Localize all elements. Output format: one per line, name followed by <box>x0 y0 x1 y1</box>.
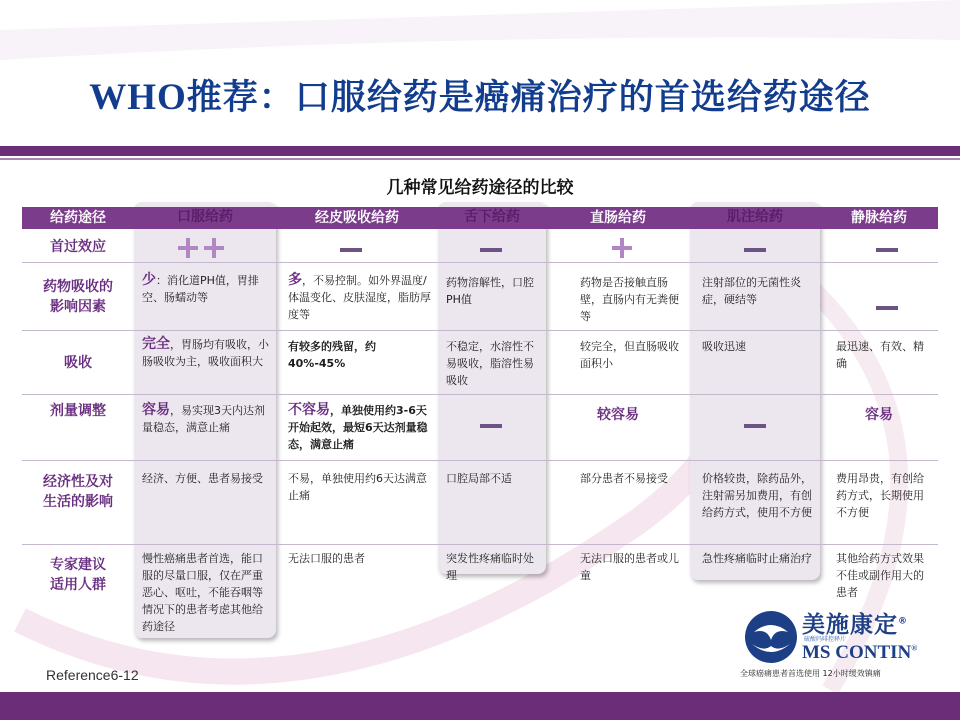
footer-band <box>0 692 960 720</box>
brand-slogan: 全球癌痛患者首选使用 12小时缓效镇痛 <box>740 669 881 678</box>
cell-absorption-rectal: 较完全，但直肠吸收面积小 <box>580 340 679 370</box>
cell-economy-rectal: 部分患者不易接受 <box>580 472 668 485</box>
cell-expert-rectal: 无法口服的患者或儿童 <box>580 552 679 582</box>
minus-mark-dose-intramuscular <box>744 424 766 428</box>
brand-name-cn: 美施康定® <box>802 612 908 638</box>
cell-absorption-intramuscular: 吸收迅速 <box>702 340 746 353</box>
cell-dose-transdermal: 不容易，单独使用约3-6天开始起效，最短6天达剂量稳态，满意止痛 <box>288 402 428 451</box>
cell-absorption-factors-oral: 少：消化道PH值，胃排空、肠蠕动等 <box>142 272 259 304</box>
cell-absorption-factors-transdermal: 多，不易控制。如外界温度/体温变化、皮肤湿度，脂肪厚度等 <box>288 272 431 321</box>
ms-contin-logo <box>740 606 952 686</box>
cell-absorption-sublingual: 不稳定，水溶性不易吸收，脂溶性易吸收 <box>446 340 534 387</box>
row-label-dose: 剂量调整 <box>50 403 106 419</box>
row-label-absorption: 吸收 <box>64 355 92 371</box>
header-rectal: 直肠给药 <box>590 210 646 226</box>
cell-expert-sublingual: 突发性疼痛临时处理 <box>446 552 534 582</box>
minus-mark-absorption-factors-intravenous <box>876 306 898 310</box>
header-sublingual: 舌下给药 <box>464 209 520 225</box>
brand-name-en: MS CONTIN® <box>802 642 918 663</box>
cell-absorption-factors-sublingual: 药物溶解性，口腔PH值 <box>446 276 534 306</box>
title-divider-band <box>0 146 960 156</box>
reference-note: Reference6-12 <box>46 667 139 683</box>
minus-mark-sublingual <box>480 248 502 252</box>
cell-expert-intravenous: 其他给药方式效果不佳或副作用大的患者 <box>836 552 924 599</box>
brand-product-text: 硫酸吗啡控释片 <box>804 636 847 643</box>
cell-expert-oral: 慢性癌痛患者首选，能口服的尽量口服，仅在严重恶心、呕吐，不能吞咽等情况下的患者考虑其他给药途径 <box>142 552 263 633</box>
row-separator <box>22 330 938 331</box>
row-label-economy: 经济性及对 生活的影响 <box>43 474 113 510</box>
cell-absorption-factors-intramuscular: 注射部位的无菌性炎症，硬结等 <box>702 276 801 306</box>
minus-mark-dose-sublingual <box>480 424 502 428</box>
header-route: 给药途径 <box>50 210 106 226</box>
minus-mark-intramuscular <box>744 248 766 252</box>
cell-economy-sublingual: 口腔局部不适 <box>446 472 512 485</box>
cell-expert-transdermal: 无法口服的患者 <box>288 552 365 565</box>
column-highlight-intramuscular <box>690 202 820 580</box>
cell-absorption-oral: 完全，胃肠均有吸收，小肠吸收为主，吸收面积大 <box>142 336 269 368</box>
header-oral: 口服给药 <box>177 209 233 225</box>
cell-dose-intravenous: 容易 <box>865 407 893 423</box>
cell-economy-oral: 经济、方便、患者易接受 <box>142 472 263 485</box>
cell-absorption-intravenous: 最迅速、有效、精确 <box>836 340 924 370</box>
cell-dose-oral: 容易，易实现3天内达剂量稳态，满意止痛 <box>142 402 265 434</box>
table-title: 几种常见给药途径的比较 <box>386 178 574 198</box>
header-intravenous: 静脉给药 <box>851 210 907 226</box>
cell-absorption-transdermal: 有较多的残留，约40%-45% <box>288 340 376 370</box>
row-label-first-pass: 首过效应 <box>50 239 106 255</box>
cell-dose-rectal: 较容易 <box>597 407 639 423</box>
row-label-absorption-factors: 药物吸收的 影响因素 <box>43 279 113 315</box>
brand-logo-icon <box>742 608 800 666</box>
cell-economy-intravenous: 费用昂贵，有创给药方式，长期使用不方便 <box>836 472 924 519</box>
row-separator <box>22 394 938 395</box>
row-separator <box>22 460 938 461</box>
minus-mark-transdermal <box>340 248 362 252</box>
minus-mark-intravenous <box>876 248 898 252</box>
row-separator <box>22 544 938 545</box>
title-divider-line <box>0 158 960 160</box>
cell-economy-intramuscular: 价格较贵，除药品外，注射需另加费用，有创给药方式，使用不方便 <box>702 472 812 519</box>
header-intramuscular: 肌注给药 <box>727 209 783 225</box>
header-transdermal: 经皮吸收给药 <box>315 210 399 226</box>
page-title: WHO推荐：口服给药是癌痛治疗的首选给药途径 <box>89 77 871 118</box>
cell-absorption-factors-rectal: 药物是否接触直肠壁，直肠内有无粪便等 <box>580 276 679 323</box>
row-separator <box>22 262 938 263</box>
row-label-expert: 专家建议 适用人群 <box>50 557 106 593</box>
cell-economy-transdermal: 不易，单独使用约6天达满意止痛 <box>288 472 427 502</box>
cell-expert-intramuscular: 急性疼痛临时止痛治疗 <box>702 552 812 565</box>
comparison-table <box>18 202 942 644</box>
